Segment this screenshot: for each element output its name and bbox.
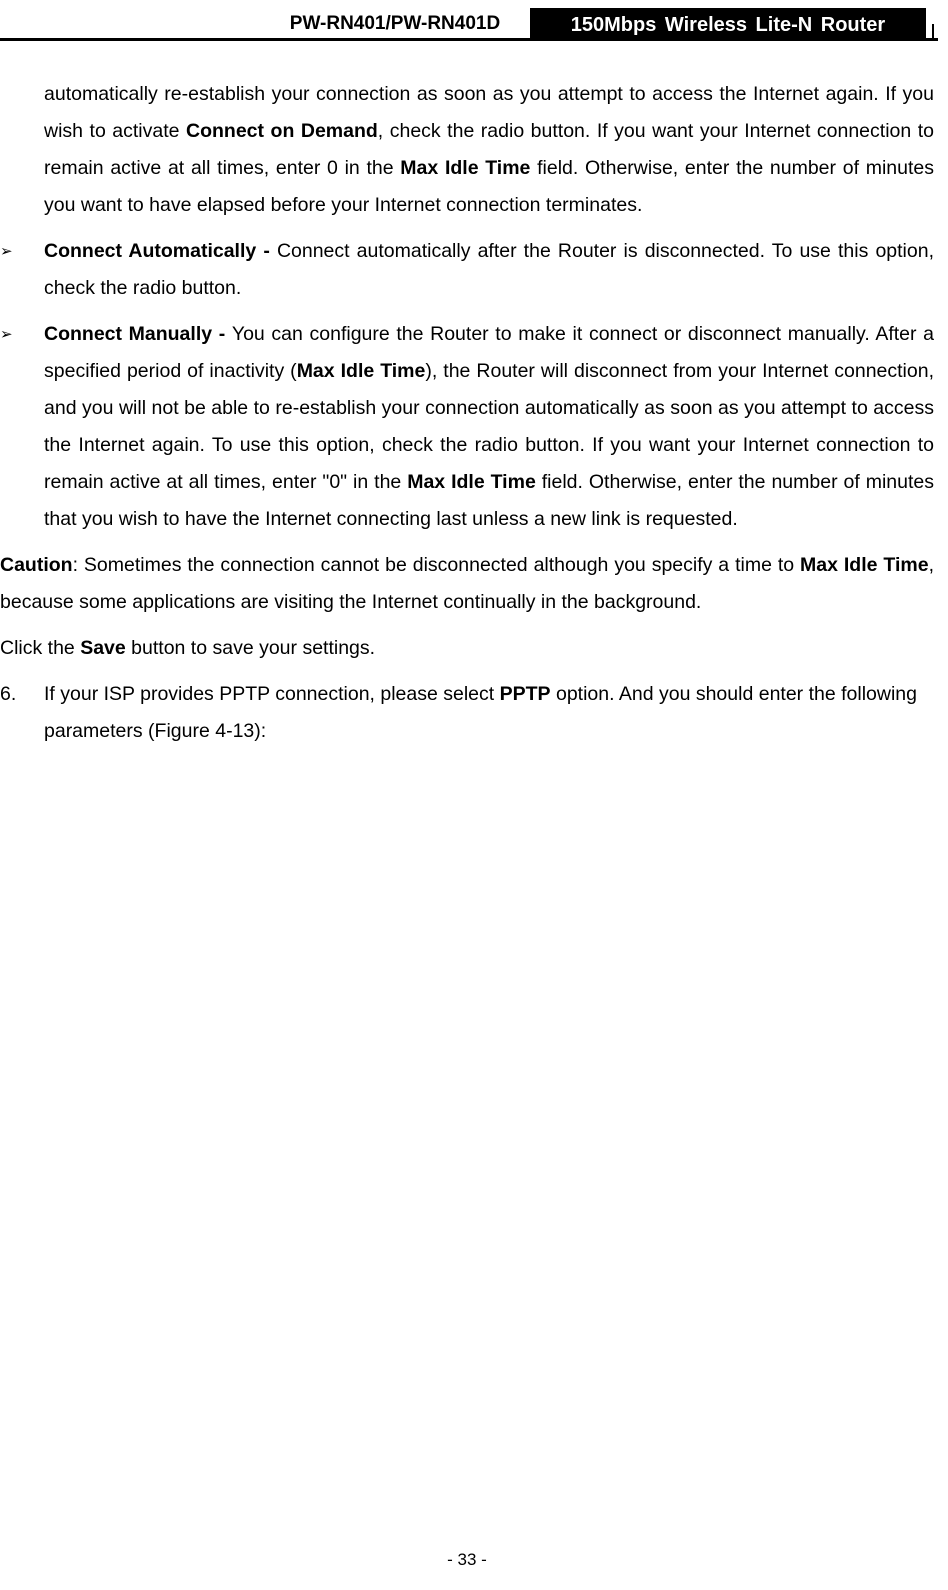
- page-number: - 33 -: [447, 1550, 487, 1569]
- text-run: button to save your settings.: [125, 637, 376, 659]
- bold-term: Max Idle Time: [296, 360, 426, 382]
- text-run: , check the radio button. If you want your Internet connection to remain active at all times, enter 0 in the: [44, 120, 934, 179]
- step-number: 6.: [0, 683, 17, 705]
- header-tick: [932, 24, 934, 40]
- bullet-connect-manually: [0, 316, 934, 538]
- text-run: option. And you should enter the following parameters (Figure 4-13):: [44, 683, 917, 742]
- header-model: PW-RN401/PW-RN401D: [289, 13, 501, 34]
- text-run: Click the: [0, 637, 81, 659]
- bold-term: Save: [80, 637, 126, 659]
- page-content: [0, 76, 934, 750]
- text-run: You can configure the Router to make it connect or disconnect manually. After a specified period of inactivity (: [44, 323, 934, 382]
- text-run: field. Otherwise, enter the number of minutes that you wish to have the Internet connecting last unless a new link is requested.: [44, 471, 934, 530]
- bold-term: Max Idle Time: [400, 157, 531, 179]
- text-run: : Sometimes the connection cannot be disconnected although you specify a time to: [72, 554, 801, 576]
- text-run: ), the Router will disconnect from your Internet connection, and you will not be able to re-establish your connection automatically as soon as you attempt to access the Internet again. To use this option, check the radio button. If you want your Internet connection to remain active at all times, enter "0" in the: [44, 360, 934, 493]
- text-run: automatically re-establish your connection as soon as you attempt to access the Internet again. If you wish to activate: [44, 83, 934, 142]
- bold-term: Max Idle Time: [800, 554, 929, 576]
- page-header: [0, 0, 948, 42]
- text-run: If your ISP provides PPTP connection, please select: [44, 683, 500, 705]
- bullet-label: Connect Manually -: [44, 323, 232, 345]
- text-run: Connect automatically after the Router is disconnected. To use this option, check the radio button.: [44, 240, 934, 299]
- caution-paragraph: [0, 547, 934, 621]
- text-run: , because some applications are visiting the Internet continually in the background.: [0, 554, 934, 613]
- header-rule: [0, 38, 938, 41]
- step-6: [0, 676, 934, 750]
- header-title: 150Mbps Wireless Lite-N Router: [530, 8, 926, 41]
- bullet-connect-automatically: [0, 233, 934, 307]
- bold-term: Connect on Demand: [186, 120, 378, 142]
- arrow-bullet-icon: ➢: [0, 243, 13, 260]
- paragraph-connect-on-demand: [0, 76, 934, 224]
- bold-term: Max Idle Time: [407, 471, 536, 493]
- text-run: field. Otherwise, enter the number of minutes you want to have elapsed before your Internet connection terminates.: [44, 157, 934, 216]
- save-instruction: [0, 630, 934, 667]
- caution-label: Caution: [0, 554, 73, 576]
- arrow-bullet-icon: ➢: [0, 326, 13, 343]
- bold-term: PPTP: [499, 683, 551, 705]
- bullet-label: Connect Automatically -: [44, 240, 277, 262]
